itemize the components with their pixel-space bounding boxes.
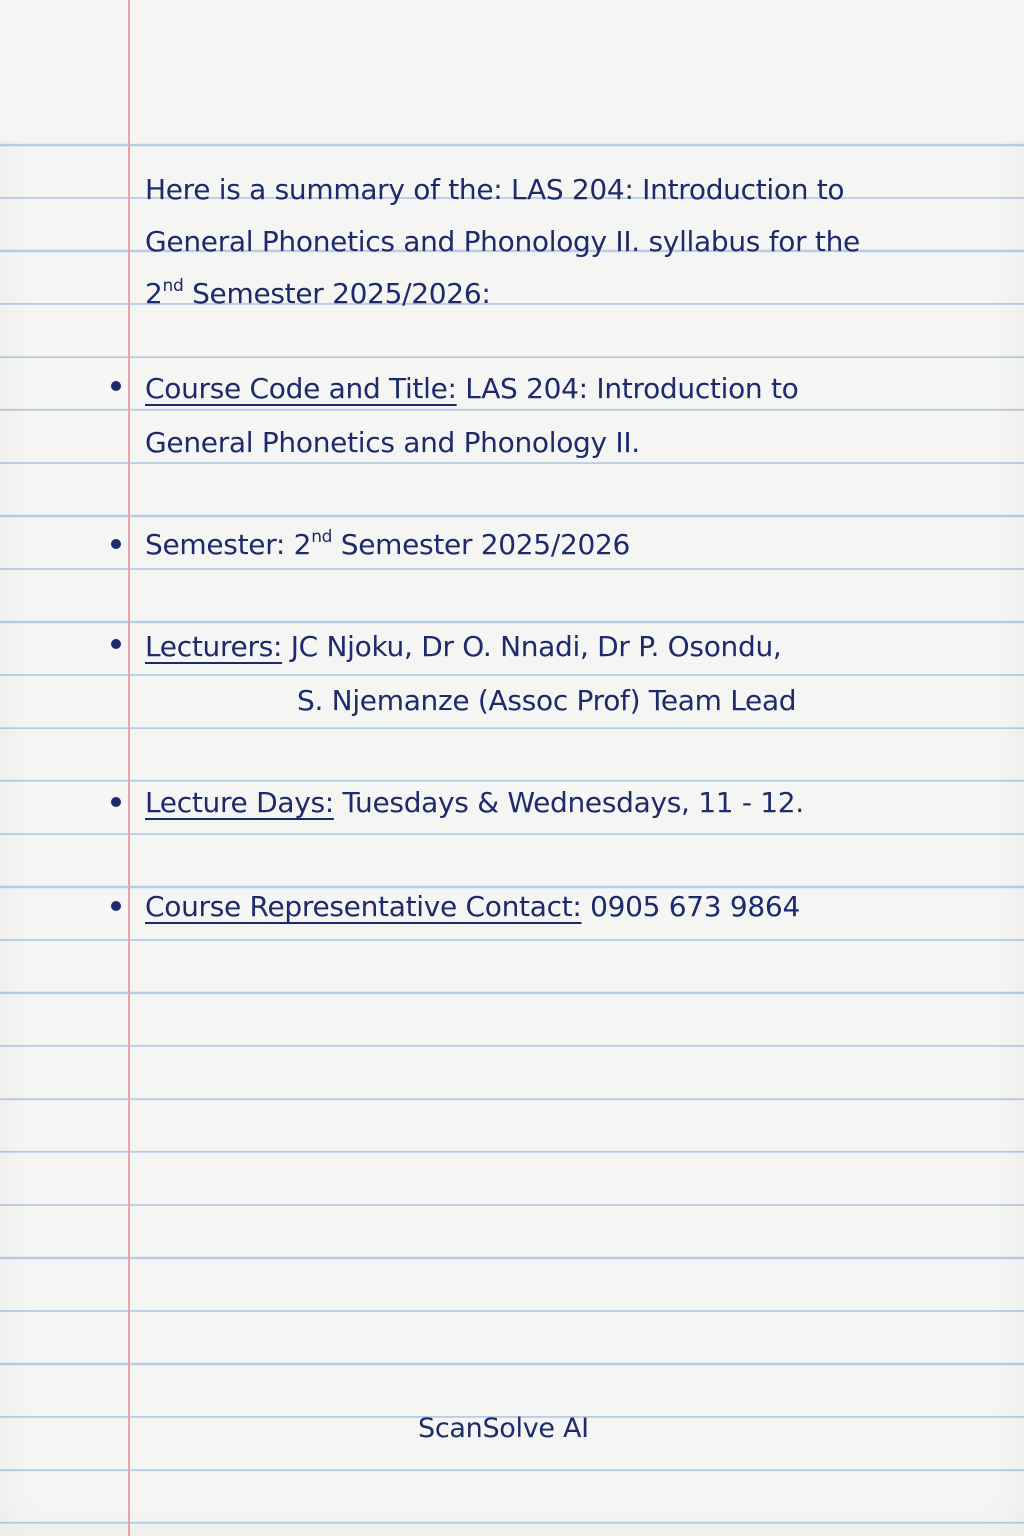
contact-label: Course Representative Contact: xyxy=(145,890,582,923)
semester-ordinal: nd xyxy=(311,527,333,547)
list-item-course-code xyxy=(145,362,965,470)
bullet-contact xyxy=(106,896,126,916)
lecturers-value: JC Njoku, Dr O. Nnadi, Dr P. Osondu, xyxy=(282,630,782,663)
list-item-lecture-days xyxy=(145,776,965,830)
intro-text-end: Semester 2025/2026: xyxy=(183,277,491,310)
lecturers-value-line2: S. Njemanze (Assoc Prof) Team Lead xyxy=(297,684,797,717)
intro-ordinal: nd xyxy=(162,276,184,296)
bullet-course-code xyxy=(106,376,126,396)
semester-label: Semester: xyxy=(145,528,286,561)
bullet-lecturers xyxy=(106,634,126,654)
list-item-lecturers xyxy=(145,620,965,728)
semester-value: 2 xyxy=(285,528,312,561)
semester-value-end: Semester 2025/2026 xyxy=(332,528,631,561)
footer-brand: ScanSolve AI xyxy=(418,1413,589,1444)
course-code-value: LAS 204: Introduction to xyxy=(456,372,799,405)
course-code-value-line2: General Phonetics and Phonology II. xyxy=(145,426,640,459)
lecturers-label: Lecturers: xyxy=(145,630,283,663)
lecture-days-value: Tuesdays & Wednesdays, 11 - 12. xyxy=(333,786,804,819)
bullet-lecture-days xyxy=(106,792,126,812)
intro-text: Here is a summary of the: LAS 204: Introduction to General Phonetics and Phonology II. syllabus for the 2 xyxy=(145,173,860,310)
contact-value: 0905 673 9864 xyxy=(581,890,800,923)
list-item-contact xyxy=(145,880,965,934)
course-code-label: Course Code and Title: xyxy=(145,372,457,405)
lecture-days-label: Lecture Days: xyxy=(145,786,334,819)
list-item-semester xyxy=(145,518,965,572)
intro-paragraph xyxy=(145,164,885,320)
bullet-semester xyxy=(106,534,126,554)
margin-line xyxy=(128,0,130,1536)
